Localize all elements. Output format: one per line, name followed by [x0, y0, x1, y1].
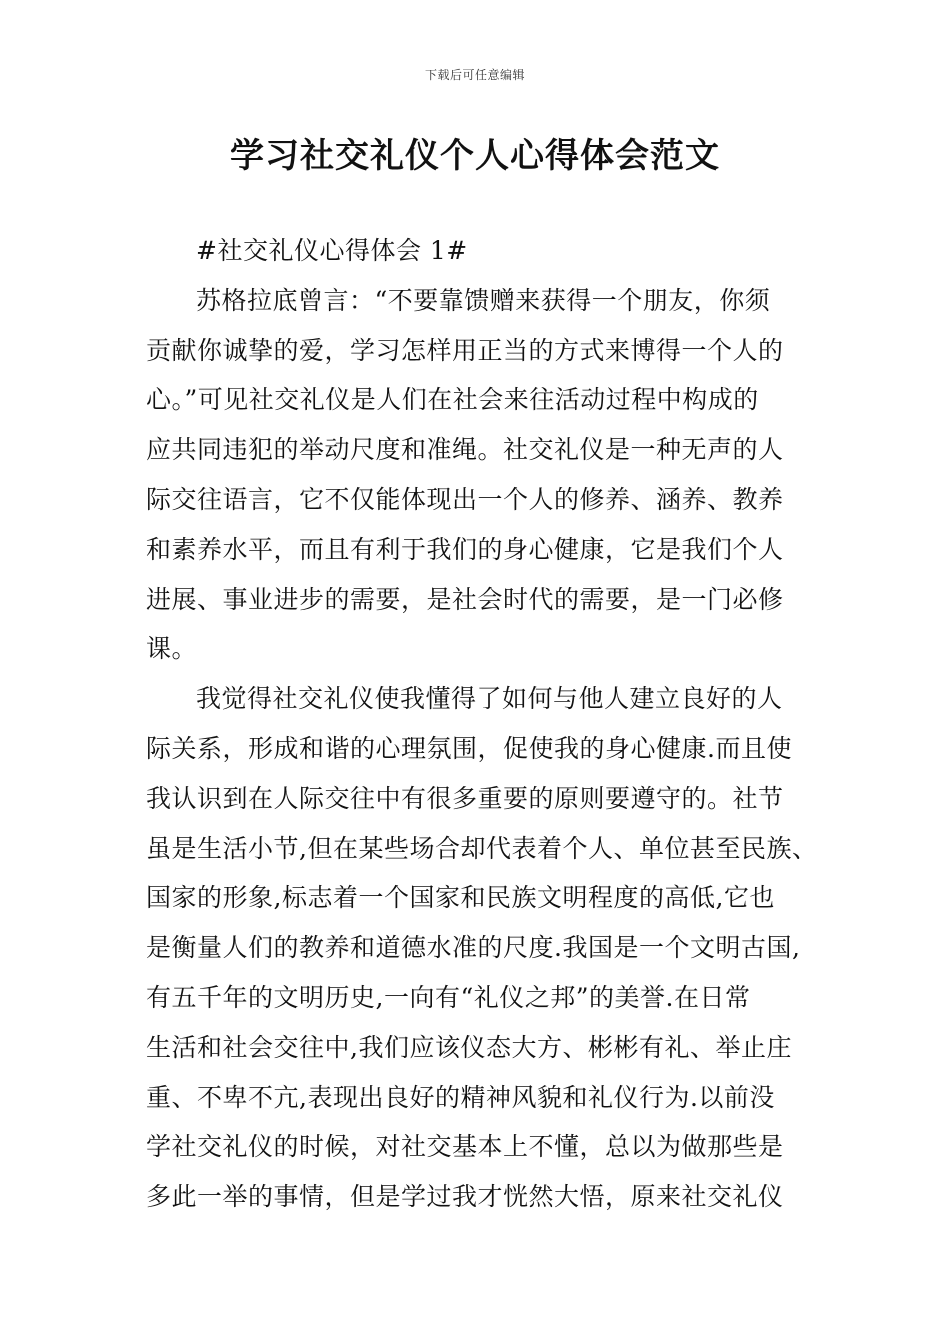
text-line: 应共同违犯的举动尺度和准绳。社交礼仪是一种无声的人 [146, 435, 784, 465]
text-line: 有五千年的文明历史,一向有“礼仪之邦”的美誉.在日常 [146, 982, 751, 1012]
text-line: 贡献你诚挚的爱，学习怎样用正当的方式来博得一个人的 [146, 335, 784, 365]
text-line: 虽是生活小节,但在某些场合却代表着个人、单位甚至民族、 [146, 833, 818, 863]
text-line: 课。 [146, 634, 198, 664]
text-line: #社交礼仪心得体会 1# [196, 236, 468, 265]
text-line: 我觉得社交礼仪使我懂得了如何与他人建立良好的人 [196, 684, 783, 714]
text-line: 重、不卑不亢,表现出良好的精神风貌和礼仪行为.以前没 [146, 1082, 775, 1112]
text-line: 我认识到在人际交往中有很多重要的原则要遵守的。社节 [146, 783, 784, 813]
text-line: 是衡量人们的教养和道德水准的尺度.我国是一个文明古国, [146, 933, 801, 963]
header-note: 下载后可任意编辑 [424, 68, 525, 82]
text-line: 生活和社会交往中,我们应该仪态大方、彬彬有礼、举止庄 [146, 1032, 792, 1062]
text-line: 心。”可见社交礼仪是人们在社会来往活动过程中构成的 [146, 385, 759, 415]
text-line: 际关系，形成和谐的心理氛围，促使我的身心健康.而且使 [146, 733, 792, 763]
text-line: 和素养水平，而且有利于我们的身心健康，它是我们个人 [146, 534, 784, 564]
text-line: 国家的形象,标志着一个国家和民族文明程度的高低,它也 [146, 883, 775, 913]
text-line: 多此一举的事情，但是学过我才恍然大悟，原来社交礼仪 [146, 1182, 784, 1212]
document-body [146, 226, 816, 1222]
document-title: 学习社交礼仪个人心得体会范文 [230, 136, 720, 176]
text-line: 学社交礼仪的时候，对社交基本上不懂，总以为做那些是 [146, 1132, 784, 1162]
text-line: 进展、事业进步的需要，是社会时代的需要，是一门必修 [146, 584, 784, 614]
text-line: 际交往语言，它不仅能体现出一个人的修养、涵养、教养 [146, 484, 784, 514]
text-line: 苏格拉底曾言：“不要靠馈赠来获得一个朋友，你须 [196, 285, 771, 315]
